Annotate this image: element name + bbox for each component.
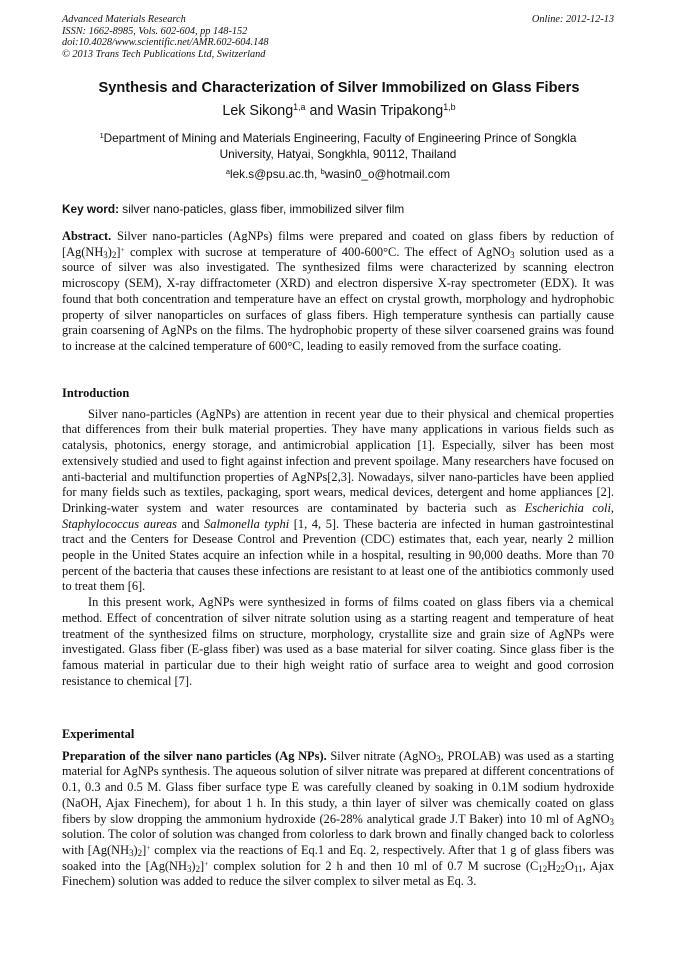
affiliation-line-1: Department of Mining and Materials Engineering, Faculty of Engineering Prince of Songkla — [103, 131, 577, 145]
abstract — [62, 229, 614, 355]
exp-sub: 3 — [609, 816, 614, 827]
exp-sup: + — [204, 858, 209, 868]
author-1: Lek Sikong — [222, 103, 294, 119]
exp-text-3: solution. The color of solution was changed from colorless to dark brown and finally changed back to colorless with [Ag(NH — [62, 827, 614, 857]
intro-paragraph-1 — [62, 407, 614, 595]
email-b-sup: b — [320, 166, 325, 176]
introduction-heading: Introduction — [62, 386, 130, 400]
exp-text-1: Silver nitrate (AgNO — [326, 748, 437, 763]
email-a-sup: a — [225, 166, 230, 176]
copyright-line: © 2013 Trans Tech Publications Ltd, Switzerland — [62, 48, 266, 60]
abstract-text-1b: ) — [107, 244, 112, 259]
intro-p1-text-b: and — [176, 516, 205, 531]
keywords — [62, 202, 614, 216]
exp-text-4: complex via the reactions of Eq.1 and Eq. 2, respectively. After that 1 g of glass fibers was soaked into the [Ag(NH — [62, 842, 614, 873]
intro-p1-text-c: [1, 4, 5]. These bacteria are infected in human gastrointestinal tract and the Centers for Desease Control and Prevention (CDC) estimates that, each year, nearly 2 million people in the United States acquire an infection while in a hospital, resulting in 90,000 deaths. More than 70 percent of the bacteria that causes these infections are resistant to at least one of the antibiotics commonly used to treat them [6]. — [62, 516, 614, 594]
email-b[interactable]: wasin0_o@hotmail.com — [324, 167, 451, 181]
exp-sub: 3 — [129, 848, 134, 859]
affiliation — [62, 130, 614, 162]
journal-header — [62, 14, 614, 60]
abstract-sub: 3 — [510, 249, 515, 260]
keyword-text: silver nano-paticles, glass fiber, immobilized silver film — [119, 202, 405, 216]
abstract-text-1d: complex with sucrose at temperature of 400-600°C. The effect of AgNO — [124, 244, 511, 259]
intro-paragraph-2: In this present work, AgNPs were synthesized in forms of films coated on glass fibers via a chemical method. Effect of concentration of silver nitrate solution using as a starting reagent and temperature of heat treatment of the synthesized films on structure, morphology, crystallite size and grain size of AgNPs were investigated. Glass fiber (E-glass fiber) was used as a base material for silver coating. Since glass fiber is the famous material in particular due to their high weight ratio of surface area to weight and good corrosion resistance to chemical [7]. — [62, 595, 614, 688]
author-2: Wasin Tripakong — [337, 103, 444, 119]
experimental-heading: Experimental — [62, 727, 135, 741]
experimental-paragraph — [62, 749, 614, 890]
introduction-section — [62, 386, 614, 689]
exp-sub: 3 — [436, 753, 441, 764]
exp-text-4b: ) — [191, 858, 196, 873]
abstract-sub: 3 — [103, 249, 108, 260]
intro-p1-species-2: Salmonella typhi — [204, 516, 290, 531]
author-conjunction: and — [305, 103, 338, 119]
abstract-sub: 2 — [111, 249, 117, 260]
exp-text-4c: ] — [200, 858, 205, 873]
exp-sub: 12 — [538, 863, 548, 874]
exp-sub: 2 — [137, 848, 143, 859]
exp-text-5b: H — [547, 858, 557, 873]
exp-text-2: , PROLAB) was used as a starting material for AgNPs synthesis. The aqueous solution of silver nitrate was prepared at different concentrations of 0.1, 0.3 and 0.5 M. Glass fiber surface type E was carefully cleaned by soaking in 0.1M sodium hydroxide (NaOH, Ajax Finechem), for about 1 h. In this study, a thin layer of silver was chemically coated on glass fibers by slow dropping the ammonium hydroxide (26-28% analytical grade J.T Baker) into 10 ml of AgNO — [62, 748, 614, 826]
exp-sub: 22 — [556, 863, 566, 874]
experimental-subheading: Preparation of the silver nano particles (Ag NPs). — [62, 748, 327, 763]
journal-name: Advanced Materials Research — [62, 14, 186, 25]
abstract-sup: + — [120, 244, 125, 254]
experimental-section — [62, 727, 614, 890]
exp-text-5c: O — [565, 858, 574, 873]
paper-title: Synthesis and Characterization of Silver Immobilized on Glass Fibers — [98, 80, 580, 96]
affiliation-sup: 1 — [99, 130, 104, 140]
keyword-label: Key word: — [62, 202, 120, 216]
exp-text-3c: ] — [142, 842, 147, 857]
author-1-affil-sup: 1,a — [293, 102, 306, 113]
exp-sub: 11 — [573, 863, 583, 874]
intro-p1-species: Escherichia coli, Staphylococcus aureas — [62, 500, 614, 531]
exp-sub: 2 — [195, 863, 201, 874]
issn-line: ISSN: 1662-8985, Vols. 602-604, pp 148-152 — [62, 25, 248, 37]
exp-text-6: , Ajax Finechem) solution was added to reduce the silver complex to silver metal as Eq. 3. — [62, 858, 615, 889]
author-2-affil-sup: 1,b — [443, 102, 456, 113]
affiliation-line-2: University, Hatyai, Songkhla, 90112, Thailand — [219, 147, 457, 161]
abstract-label: Abstract. — [62, 229, 112, 243]
exp-text-3b: ) — [133, 842, 138, 857]
exp-sup: + — [146, 842, 151, 852]
author-emails — [62, 167, 614, 181]
exp-sub: 3 — [186, 863, 192, 874]
exp-text-5: complex solution for 2 h and then 10 ml of 0.7 M sucrose (C — [208, 858, 539, 873]
author-line — [40, 103, 638, 119]
doi-line[interactable]: doi:10.4028/www.scientific.net/AMR.602-604.148 — [62, 37, 269, 49]
intro-p1-text: Silver nano-particles (AgNPs) are attention in recent year due to their physical and chemical properties that differences from their bulk material properties. They have many applications in various fields such as catalysis, photonics, energy storage, and antimicrobial application [1]. Especially, silver has been most extensively studied and used to fight against infection and prevent spoilage. Many researchers have focused on anti-bacterial and multifunction properties of AgNPs[2,3]. Nowadays, silver nano-particles have been applied for many fields such as textiles, packaging, sport wears, medical devices, detergent and home appliances [2]. Drinking-water system and water resources are contaminated by bacteria such as — [62, 406, 614, 515]
abstract-text-1c: ] — [116, 244, 121, 259]
email-a[interactable]: lek.s@psu.ac.th, — [229, 167, 321, 181]
abstract-text-2: solution used as a source of silver was also investigated. The synthesized films were characterized by scanning electron microscopy (SEM), X-ray diffractometer (XRD) and electron dispersive X-ray spectrometer (EDX). It was found that both concentration and temperature have an effect on crystal growth, morphology and hydrophobic property of silver nanoparticles on surfaces of glass fibers. High temperature synthesis can partially cause grain coarsening of AgNPs on the films. The hydrophobic property of these silver coarsened grains was found to increase at the calcined temperature of 600°C, leading to easily removed from the surface coating. — [62, 244, 614, 353]
abstract-text-1: Silver nano-particles (AgNPs) films were prepared and coated on glass fibers by reduction of [Ag(NH — [62, 229, 614, 259]
online-date: Online: 2012-12-13 — [531, 14, 614, 25]
